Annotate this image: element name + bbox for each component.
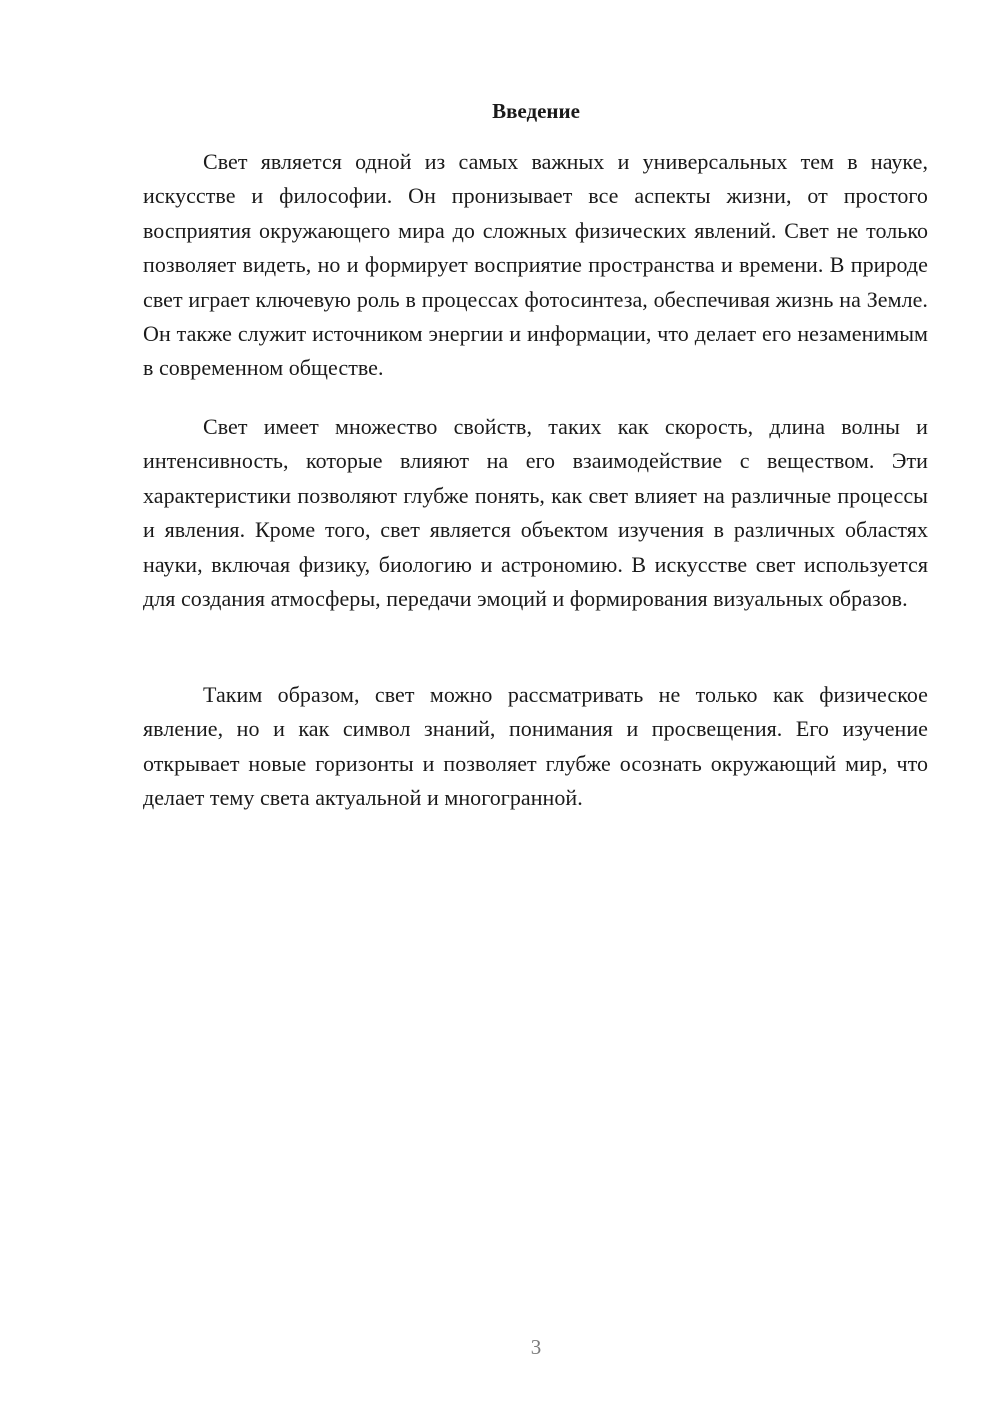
paragraph-text: Свет является одной из самых важных и универсальных тем в науке, искусстве и философии. Он пронизывает все аспекты жизни, от простого восприятия окружающего мира до сложных физических явлений. Свет не только позволяет видеть, но и формирует восприятие пространства и времени. В природе свет играет ключевую роль в процессах фотосинтеза, обеспечивая жизнь на Земле. Он также служит источником энергии и информации, что делает его незаменимым в современном обществе. <box>143 149 928 381</box>
paragraph-text: Свет имеет множество свойств, таких как скорость, длина волны и интенсивность, которые влияют на его взаимодействие с веществом. Эти характеристики позволяют глубже понять, как свет влияет на различные процессы и явления. Кроме того, свет является объектом изучения в различных областях науки, включая физику, биологию и астрономию. В искусстве свет используется для создания атмосферы, передачи эмоций и формирования визуальных образов. <box>143 414 928 612</box>
paragraph-1 <box>143 145 928 386</box>
page-title: Введение <box>492 99 580 123</box>
page-number: 3 <box>530 1335 542 1359</box>
paragraph-text: Таким образом, свет можно рассматривать не только как физическое явление, но и как символ знаний, понимания и просвещения. Его изучение открывает новые горизонты и позволяет глубже осознать окружающий мир, что делает тему света актуальной и многогранной. <box>143 682 928 811</box>
paragraph-2 <box>143 410 928 616</box>
paragraph-3 <box>143 678 928 816</box>
